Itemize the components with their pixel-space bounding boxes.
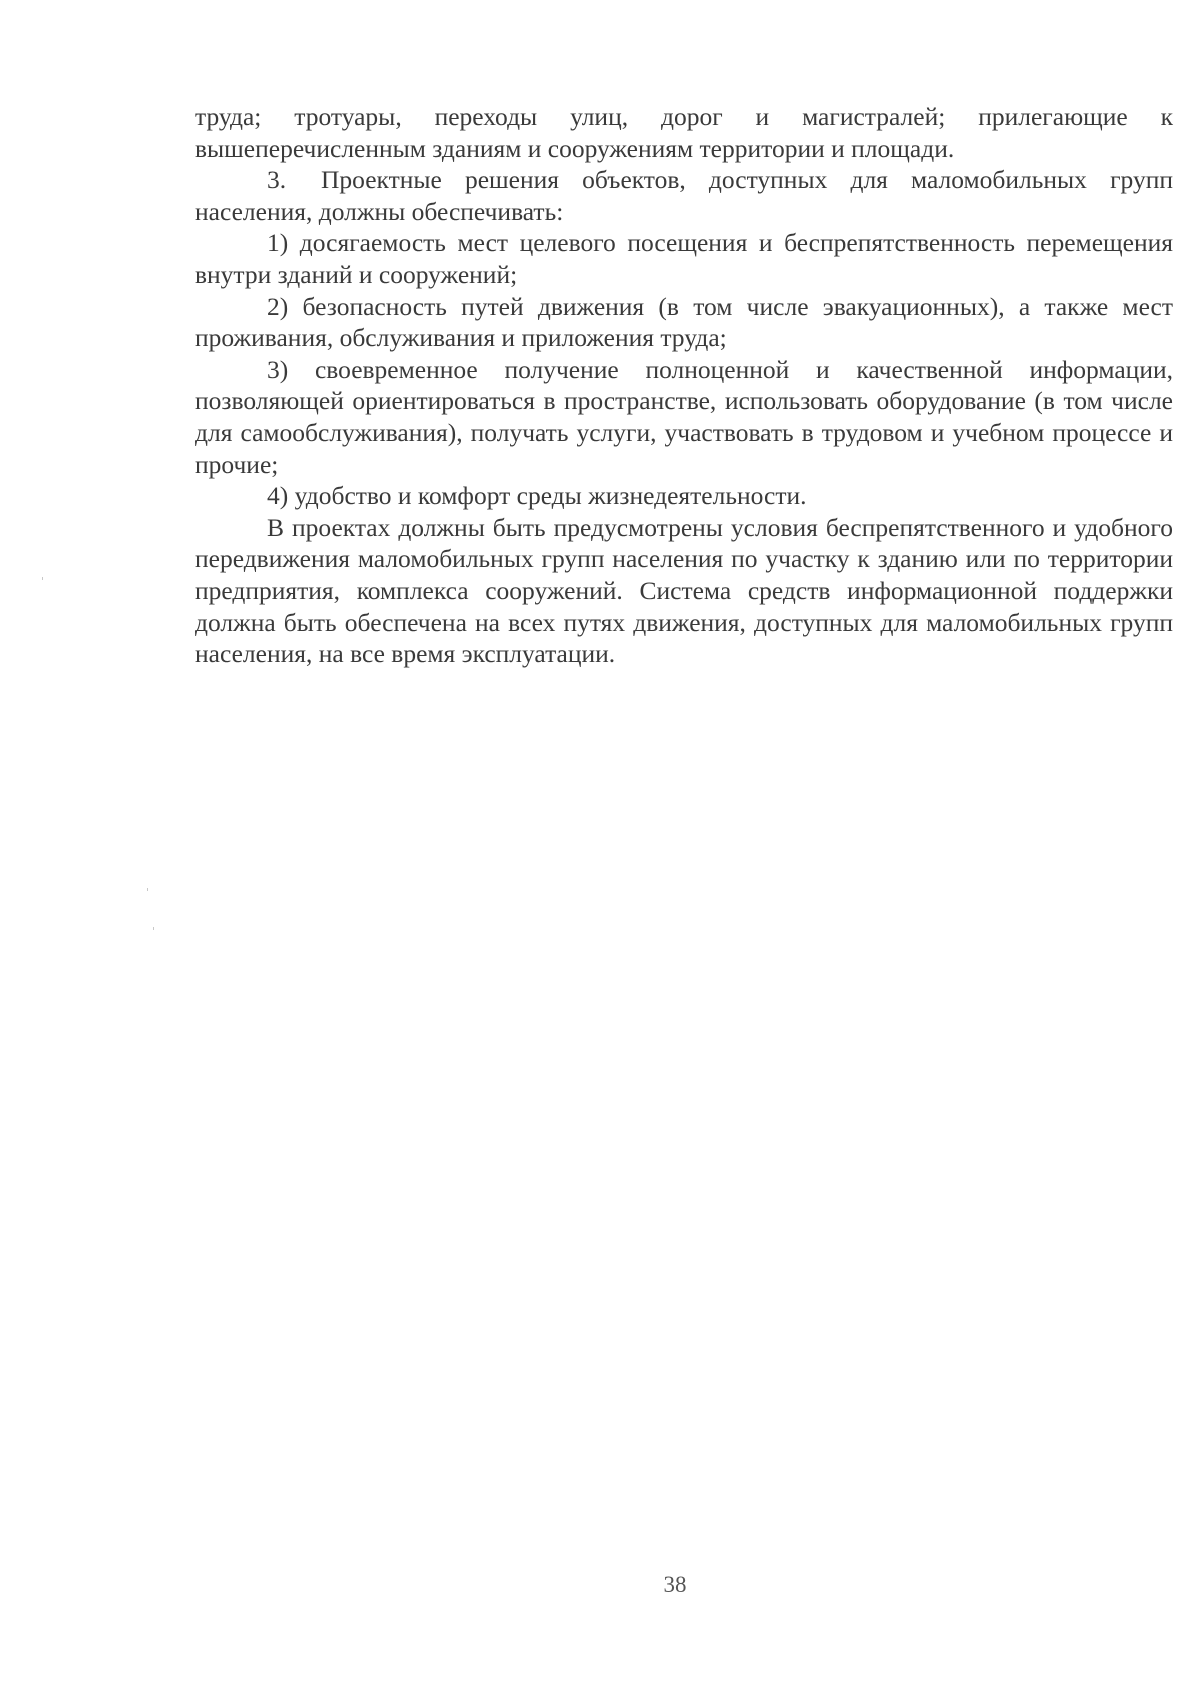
list-item-2: 2) безопасность путей движения (в том числе эвакуационных), а также мест проживания, обслуживания и приложения труда;: [195, 291, 1173, 353]
section-number: 3.: [267, 165, 287, 195]
scan-artifact: [42, 577, 43, 580]
paragraph-closing: В проектах должны быть предусмотрены условия беспрепятственного и удобного передвижения маломобильных групп населения по участку к зданию или по территории предприятия, комплекса сооружений. Система средств информационной поддержки должна быть обеспечена на всех путях движения, доступных для маломобильных групп населения, на все время эксплуатации.: [195, 512, 1173, 669]
body-text: [195, 101, 1173, 670]
section-3-text: Проектные решения объектов, доступных для маломобильных групп населения, должны обеспечивать:: [195, 165, 1173, 226]
paragraph-continuation: труда; тротуары, переходы улиц, дорог и магистралей; прилегающие к вышеперечисленным зданиям и сооружениям территории и площади.: [195, 102, 1173, 163]
scan-artifact: [153, 927, 154, 930]
page-number: 38: [663, 1572, 687, 1597]
list-item-3: 3) своевременное получение полноценной и качественной информации, позволяющей ориентироваться в пространстве, использовать оборудование (в том числе для самообслуживания), получать услуги, участвовать в трудовом и учебном процессе и прочие;: [195, 354, 1173, 479]
paragraph-section-3: [195, 164, 1173, 227]
list-item-1: 1) досягаемость мест целевого посещения и беспрепятственность перемещения внутри зданий и сооружений;: [195, 228, 1173, 289]
scan-artifact: [147, 888, 148, 891]
list-item-4: 4) удобство и комфорт среды жизнедеятельности.: [267, 481, 807, 511]
